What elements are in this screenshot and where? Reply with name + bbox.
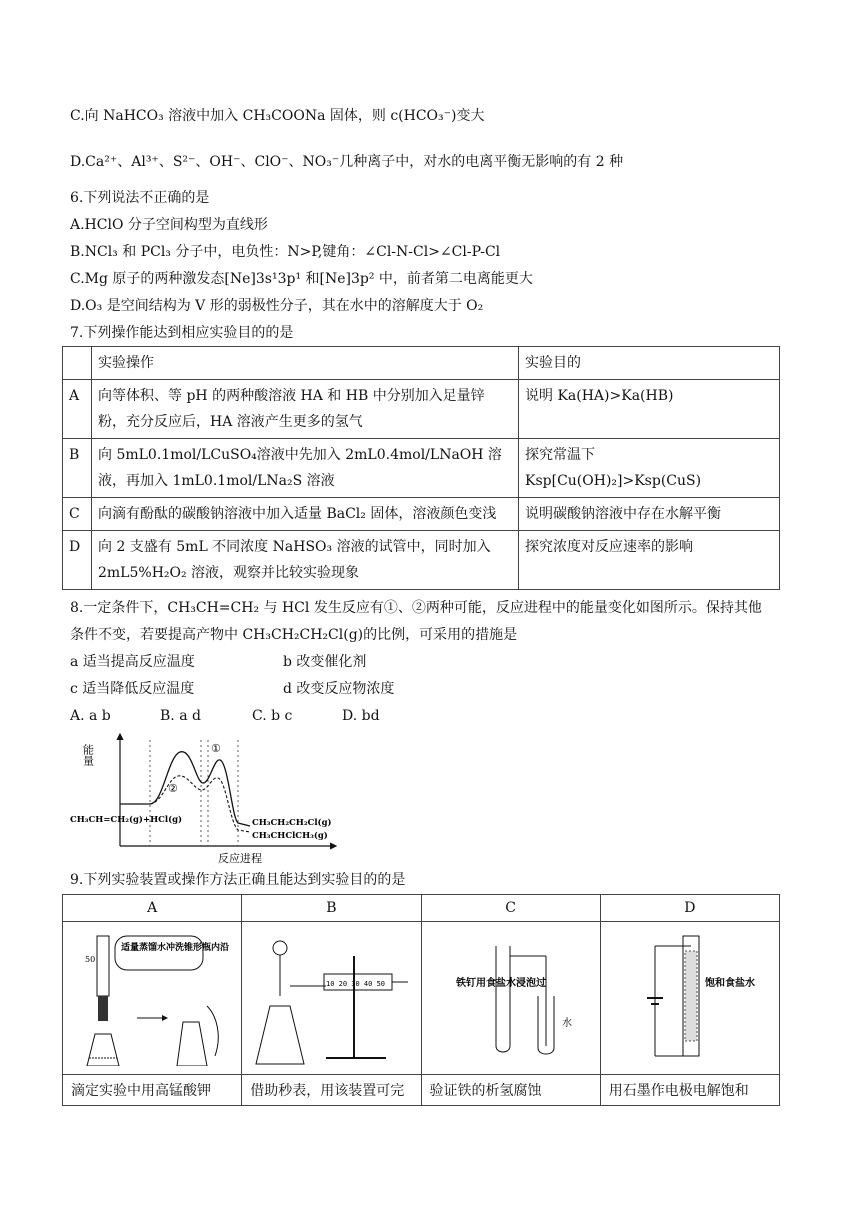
row-operation: 向 5mL0.1mol/LCuSO₄溶液中先加入 2mL0.4mol/LNaOH 溶液，再加入 1mL0.1mol/LNa₂S 溶液 <box>92 439 519 498</box>
q5-option-c: C.向 NaHCO₃ 溶液中加入 CH₃COONa 固体，则 c(HCO₃⁻)变大 <box>70 108 485 124</box>
table-header-row <box>63 347 780 380</box>
apparatus-c <box>421 922 600 1075</box>
q5-option-d: D.Ca²⁺、Al³⁺、S²⁻、OH⁻、ClO⁻、NO₃⁻几种离子中，对水的电离平衡无影响的有 2 种 <box>70 154 624 170</box>
caption-d: 用石墨作电极电解饱和 <box>600 1075 779 1106</box>
product-2-label: CH₃CHClCH₃(g) <box>252 831 328 841</box>
q8-choice-c: C. b c <box>252 708 293 724</box>
caption-row <box>63 1075 780 1106</box>
row-id: C <box>63 498 92 531</box>
row-aim: 探究常温下 Ksp[Cu(OH)₂]>Ksp(CuS) <box>519 439 780 498</box>
product-1-label: CH₃CH₂CH₂Cl(g) <box>252 818 332 828</box>
svg-text:水: 水 <box>561 1018 572 1029</box>
table-header-cell: C <box>421 895 600 922</box>
row-operation: 向等体积、等 pH 的两种酸溶液 HA 和 HB 中分别加入足量锌粉，充分反应后，HA 溶液产生更多的氢气 <box>92 380 519 439</box>
x-axis-label: 反应进程 <box>218 852 262 865</box>
energy-profile-diagram <box>68 728 368 868</box>
q6-option-d: D.O₃ 是空间结构为 V 形的弱极性分子，其在水中的溶解度大于 O₂ <box>70 298 484 314</box>
table-header-row <box>63 895 780 922</box>
svg-text:50: 50 <box>85 955 96 964</box>
q8-stem-line2: 条件不变，若要提高产物中 CH₃CH₂CH₂Cl(g)的比例，可采用的措施是 <box>70 627 518 643</box>
electrolysis-illustration <box>605 926 775 1066</box>
table-row <box>63 380 780 439</box>
caption-b: 借助秒表，用该装置可完 <box>242 1075 421 1106</box>
table-header-cell: B <box>242 895 421 922</box>
apparatus-row <box>63 922 780 1075</box>
table-header-cell: D <box>600 895 779 922</box>
row-aim: 说明 Ka(HA)>Ka(HB) <box>519 380 780 439</box>
q7-stem: 7.下列操作能达到相应实验目的的是 <box>70 325 294 341</box>
svg-text:铁钉用食盐水浸泡过: 铁钉用食盐水浸泡过 <box>455 978 546 989</box>
apparatus-a <box>63 922 242 1075</box>
table-row <box>63 498 780 531</box>
q8-choice-d: D. bd <box>342 708 380 724</box>
table-header-cell: A <box>63 895 242 922</box>
y-axis-label: 能量 <box>81 744 95 766</box>
row-operation: 向滴有酚酞的碳酸钠溶液中加入适量 BaCl₂ 固体，溶液颜色变浅 <box>92 498 519 531</box>
table-header-cell: 实验目的 <box>519 347 780 380</box>
table-row <box>63 531 780 590</box>
iron-corrosion-illustration <box>426 926 596 1066</box>
table-header-cell <box>63 347 92 380</box>
caption-c: 验证铁的析氢腐蚀 <box>421 1075 600 1106</box>
path-1-label: ① <box>211 742 221 755</box>
q8-option-b: b 改变催化剂 <box>283 654 367 670</box>
row-id: D <box>63 531 92 590</box>
q6-option-c: C.Mg 原子的两种激发态[Ne]3s¹3p¹ 和[Ne]3p² 中，前者第二电离能更大 <box>70 271 533 287</box>
row-id: A <box>63 380 92 439</box>
path-2-label: ② <box>168 782 178 795</box>
q8-option-a: a 适当提高反应温度 <box>70 654 195 670</box>
row-id: B <box>63 439 92 498</box>
row-aim: 探究浓度对反应速率的影响 <box>519 531 780 590</box>
q8-stem-line1: 8.一定条件下，CH₃CH=CH₂ 与 HCl 发生反应有①、②两种可能，反应进程中的能量变化如图所示。保持其他 <box>70 600 762 616</box>
table-header-cell: 实验操作 <box>92 347 519 380</box>
reactant-label: CH₃CH=CH₂(g)+HCl(g) <box>70 815 183 825</box>
q6-stem: 6.下列说法不正确的是 <box>70 190 210 206</box>
q6-option-a: A.HClO 分子空间构型为直线形 <box>70 217 268 233</box>
svg-text:饱和食盐水: 饱和食盐水 <box>704 978 755 989</box>
titration-rinse-illustration <box>67 926 237 1066</box>
q8-option-c: c 适当降低反应温度 <box>70 681 195 697</box>
svg-text:适量蒸馏水冲洗锥形瓶内沿: 适量蒸馏水冲洗锥形瓶内沿 <box>121 943 230 953</box>
apparatus-b <box>242 922 421 1075</box>
apparatus-d <box>600 922 779 1075</box>
q9-table <box>62 894 780 1106</box>
row-aim: 说明碳酸钠溶液中存在水解平衡 <box>519 498 780 531</box>
q7-table <box>62 346 780 590</box>
svg-text:10 20 30 40 50: 10 20 30 40 50 <box>326 980 386 988</box>
q6-option-b: B.NCl₃ 和 PCl₃ 分子中，电负性：N>P,键角：∠Cl-N-Cl>∠Cl-P-Cl <box>70 244 501 260</box>
q8-option-d: d 改变反应物浓度 <box>283 681 395 697</box>
q8-choice-a: A. a b <box>70 708 111 724</box>
caption-a: 滴定实验中用高锰酸钾 <box>63 1075 242 1106</box>
q9-stem: 9.下列实验装置或操作方法正确且能达到实验目的的是 <box>70 872 406 888</box>
table-row <box>63 439 780 498</box>
row-operation: 向 2 支盛有 5mL 不同浓度 NaHSO₃ 溶液的试管中，同时加入 2mL5%H₂O₂ 溶液，观察并比较实验现象 <box>92 531 519 590</box>
gas-syringe-illustration <box>246 926 416 1066</box>
q8-choice-b: B. a d <box>160 708 201 724</box>
